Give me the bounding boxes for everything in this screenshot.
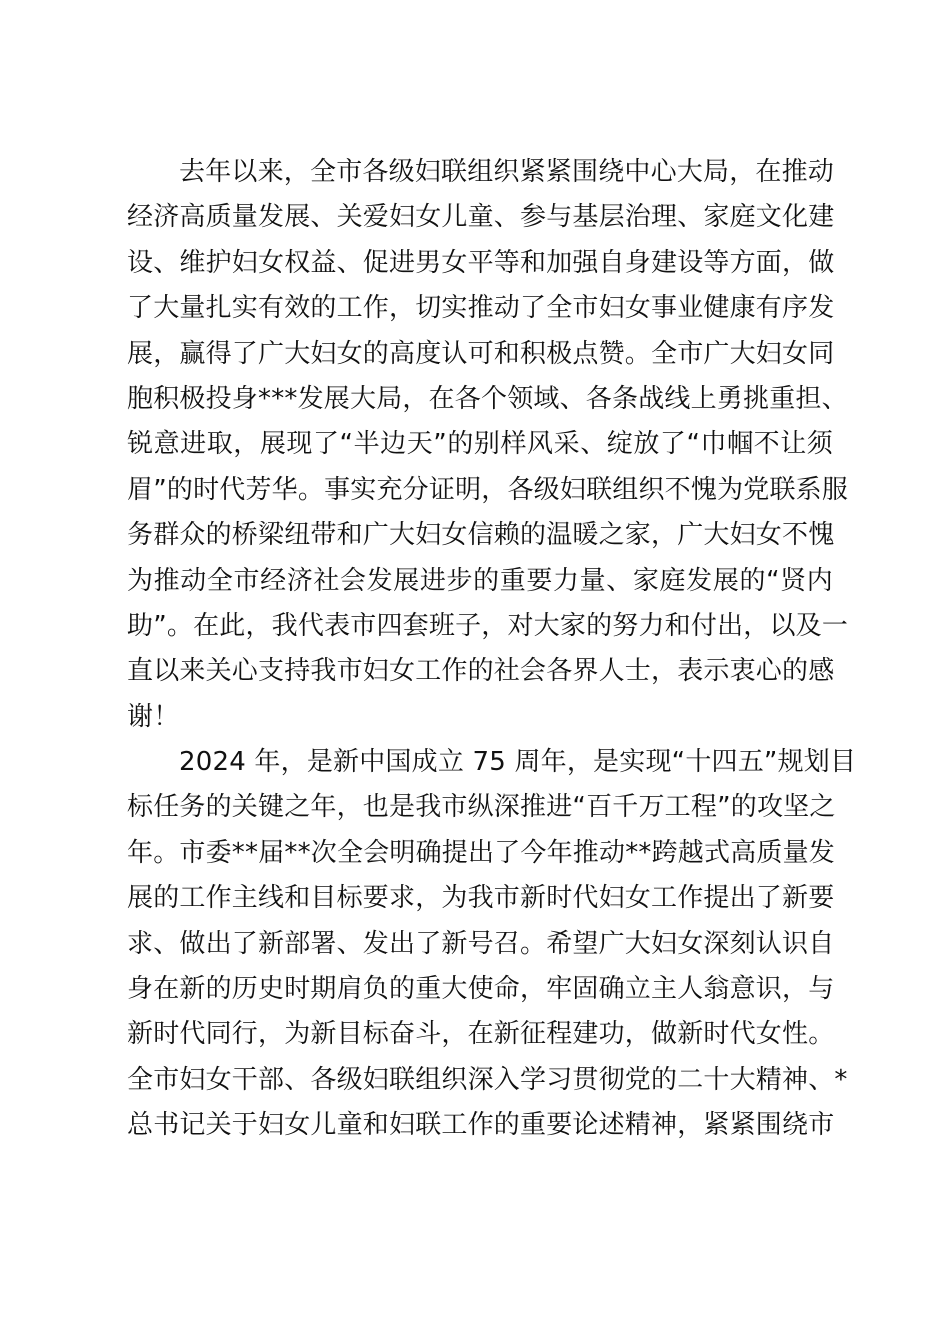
- text-line: 去年以来，全市各级妇联组织紧紧围绕中心大局，在推动: [179, 157, 835, 187]
- text-line: 身在新的历史时期肩负的重大使命，牢固确立主人翁意识，与: [127, 974, 835, 1005]
- text-line: 助”。在此，我代表市四套班子，对大家的努力和付出，以及一: [127, 610, 849, 641]
- body-text: [127, 150, 857, 1149]
- text-line: 展，赢得了广大妇女的高度认可和积极点赞。全市广大妇女同: [127, 338, 835, 369]
- text-line: 胞积极投身***发展大局，在各个领域、各条战线上勇挑重担、: [127, 383, 848, 414]
- text-line: 年。市委**届**次全会明确提出了今年推动**跨越式高质量发: [127, 837, 836, 868]
- text-line: 2024 年，是新中国成立 75 周年，是实现“十四五”规划目: [179, 747, 857, 778]
- text-line: 设、维护妇女权益、促进男女平等和加强自身建设等方面，做: [127, 247, 835, 278]
- text-line: 了大量扎实有效的工作，切实推动了全市妇女事业健康有序发: [127, 293, 835, 324]
- paragraph-2: [127, 740, 857, 1149]
- text-line: 谢！: [127, 701, 180, 732]
- text-line: 总书记关于妇女儿童和妇联工作的重要论述精神，紧紧围绕市: [127, 1110, 835, 1141]
- paragraph-1: [127, 150, 849, 740]
- text-line: 新时代同行，为新目标奋斗，在新征程建功，做新时代女性。: [127, 1019, 835, 1050]
- text-line: 锐意进取，展现了“半边天”的别样风采、绽放了“巾帼不让须: [127, 429, 833, 460]
- text-line: 经济高质量发展、关爱妇女儿童、参与基层治理、家庭文化建: [127, 202, 835, 233]
- text-line: 直以来关心支持我市妇女工作的社会各界人士，表示衷心的感: [127, 656, 835, 687]
- text-line: 求、做出了新部署、发出了新号召。希望广大妇女深刻认识自: [127, 928, 835, 959]
- text-line: 为推动全市经济社会发展进步的重要力量、家庭发展的“贤内: [127, 565, 833, 596]
- text-line: 全市妇女干部、各级妇联组织深入学习贯彻党的二十大精神、*: [127, 1064, 848, 1095]
- text-line: 展的工作主线和目标要求，为我市新时代妇女工作提出了新要: [127, 883, 835, 914]
- text-line: 标任务的关键之年，也是我市纵深推进“百千万工程”的攻坚之: [127, 792, 836, 823]
- text-line: 务群众的桥梁纽带和广大妇女信赖的温暖之家，广大妇女不愧: [127, 520, 835, 551]
- text-line: 眉”的时代芳华。事实充分证明，各级妇联组织不愧为党联系服: [127, 474, 849, 505]
